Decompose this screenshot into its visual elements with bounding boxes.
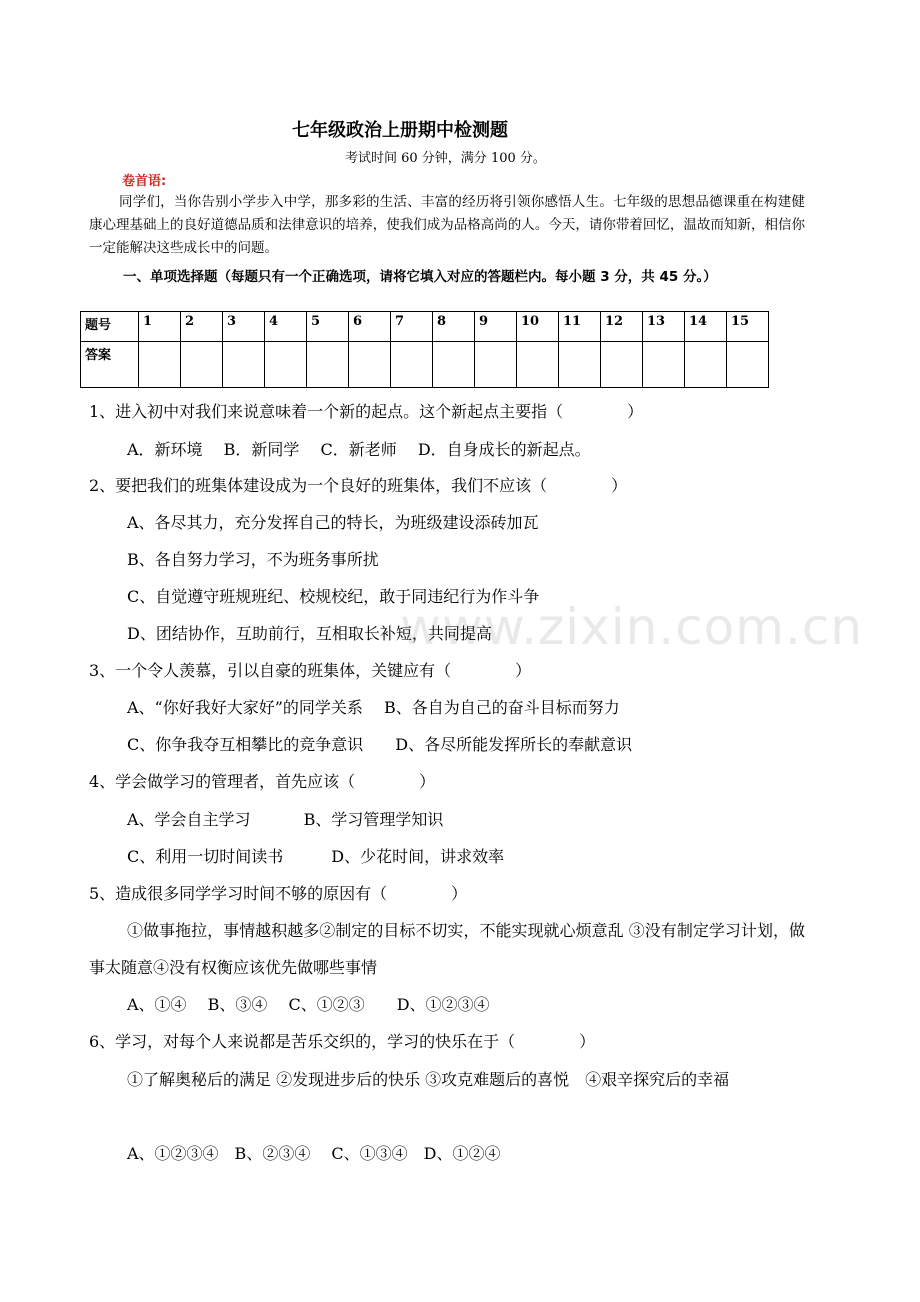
question-2-option-b: B、各自努力学习，不为班务事所扰: [127, 550, 379, 569]
question-5-stem: 5、造成很多同学学习时间不够的原因有（ ）: [89, 884, 468, 903]
answer-cell[interactable]: [559, 342, 601, 388]
question-2-option-d: D、团结协作，互助前行，互相取长补短，共同提高: [127, 624, 492, 643]
question-6-stem: 6、学习，对每个人来说都是苦乐交织的，学习的快乐在于（ ）: [89, 1032, 596, 1051]
question-number-cell: 12: [601, 312, 643, 342]
question-number-cell: 6: [349, 312, 391, 342]
question-number-cell: 10: [517, 312, 559, 342]
question-5-statements: ①做事拖拉，事情越积越多②制定的目标不切实，不能实现就心烦意乱 ③没有制定学习计划，做事太随意④没有权衡应该优先做哪些事情: [89, 921, 805, 977]
question-number-cell: 7: [391, 312, 433, 342]
question-6-statements: ①了解奥秘后的满足 ②发现进步后的快乐 ③攻克难题后的喜悦 ④艰辛探究后的幸福: [127, 1070, 730, 1089]
question-number-cell: 11: [559, 312, 601, 342]
answer-cell[interactable]: [181, 342, 223, 388]
question-4-options-cd: C、利用一切时间读书 D、少花时间，讲求效率: [127, 847, 505, 866]
question-4-stem: 4、学会做学习的管理者，首先应该（ ）: [89, 772, 436, 791]
question-1-stem: 1、进入初中对我们来说意味着一个新的起点。这个新起点主要指（ ）: [89, 402, 644, 421]
question-1-options: A．新环境 B．新同学 C．新老师 D．自身成长的新起点。: [127, 440, 591, 459]
answer-cell[interactable]: [223, 342, 265, 388]
question-number-cell: 8: [433, 312, 475, 342]
answer-cell[interactable]: [349, 342, 391, 388]
answer-cell[interactable]: [727, 342, 769, 388]
question-number-cell: 14: [685, 312, 727, 342]
answer-cell[interactable]: [139, 342, 181, 388]
answer-cell[interactable]: [517, 342, 559, 388]
page-title: 七年级政治上册期中检测题: [292, 120, 508, 141]
answer-cell[interactable]: [601, 342, 643, 388]
exam-info: 考试时间 60 分钟，满分 100 分。: [345, 151, 546, 166]
question-2-option-c: C、自觉遵守班规班纪、校规校纪，敢于同违纪行为作斗争: [127, 587, 540, 606]
watermark: www.zixin.com.cn: [400, 598, 864, 656]
answer-cell[interactable]: [433, 342, 475, 388]
question-3-stem: 3、一个令人羡慕，引以自豪的班集体，关键应有（ ）: [89, 661, 532, 680]
question-number-cell: 2: [181, 312, 223, 342]
section-heading: 一、单项选择题（每题只有一个正确选项，请将它填入对应的答题栏内。每小题 3 分，共 45 分。）: [123, 269, 717, 285]
answer-cell[interactable]: [475, 342, 517, 388]
question-number-cell: 4: [265, 312, 307, 342]
question-3-options-cd: C、你争我夺互相攀比的竞争意识 D、各尽所能发挥所长的奉献意识: [127, 735, 633, 754]
preface-text: 同学们，当你告别小学步入中学，那多彩的生活、丰富的经历将引领你感悟人生。七年级的思想品德课重在构建健康心理基础上的良好道德品质和法律意识的培养，使我们成为品格高尚的人。今天，请你带着回忆，温故而知新，相信你一定能解决这些成长中的问题。: [89, 194, 805, 256]
answer-cell[interactable]: [685, 342, 727, 388]
question-2-stem: 2、要把我们的班集体建设成为一个良好的班集体，我们不应该（ ）: [89, 476, 628, 495]
answer-cell[interactable]: [265, 342, 307, 388]
answer-row-header: 答案: [81, 342, 139, 388]
answer-cell[interactable]: [307, 342, 349, 388]
question-number-cell: 15: [727, 312, 769, 342]
question-5-options: A、①④ B、③④ C、①②③ D、①②③④: [127, 995, 490, 1014]
answer-table: [80, 311, 769, 388]
answer-table-answer-row: [81, 342, 769, 388]
question-6-options: A、①②③④ B、②③④ C、①③④ D、①②④: [127, 1144, 501, 1163]
question-number-cell: 13: [643, 312, 685, 342]
question-2-option-a: A、各尽其力，充分发挥自己的特长，为班级建设添砖加瓦: [127, 513, 539, 532]
question-3-options-ab: A、“你好我好大家好”的同学关系 B、各自为自己的奋斗目标而努力: [127, 698, 620, 717]
question-number-cell: 1: [139, 312, 181, 342]
answer-table-number-row: [81, 312, 769, 342]
question-4-options-ab: A、学会自主学习 B、学习管理学知识: [127, 810, 444, 829]
answer-cell[interactable]: [643, 342, 685, 388]
answer-cell[interactable]: [391, 342, 433, 388]
question-number-cell: 5: [307, 312, 349, 342]
question-number-cell: 9: [475, 312, 517, 342]
number-row-header: 题号: [81, 312, 139, 342]
question-number-cell: 3: [223, 312, 265, 342]
preface-label: 卷首语:: [122, 174, 167, 189]
